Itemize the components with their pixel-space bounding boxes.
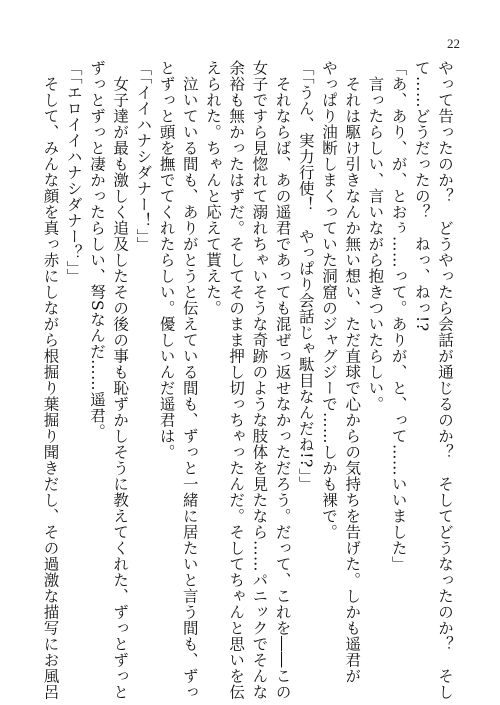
text-line: 言ったらしい、言いながら抱きついたらしい。 [366,60,385,412]
text-line: 「あ、あり、が、とおぅ……って。ありが、と、って……いいました」 [389,60,408,572]
text-line: て……どうだったの？ ねっ、ねっ!? [412,60,431,332]
text-line: ずっとずっと凄かったらしい、弩Sなんだ……遥君。 [87,60,106,440]
text-line: それは駆け引きなんか無い想い、ただ直球で心からの気持ちを告げた。しかも遥君が [343,60,362,684]
text-line: 「「うん、実力行使！ やっぱり会話じゃ駄目なんだね!?」」 [296,60,315,493]
page-number: 22 [447,36,460,51]
text-line: とずっと頭を撫でてくれたらしい。優しいんだ遥君は。 [157,60,176,460]
text-line: 女子達が最も激しく追及したその後の事も恥ずかしそうに教えてくれた、ずっとずっと [111,60,130,700]
text-line: 女子ですら見惚れて溺れちゃいそうな奇跡のような肢体を見たなら……パニックでそんな [250,60,269,700]
text-line: 「「エロイイハナシダナー？」」 [64,60,83,285]
text-line: やっぱり油断しまくっていた洞窟のジャグジーで……しかも裸で。 [319,60,338,540]
text-line: 泣いている間も、ありがとうと伝えている間も、ずっと一緒に居たいと言う間も、ずっ [180,60,199,700]
text-line: 「「イイハナシダナー！」」 [134,60,153,253]
body-text [38,60,456,700]
text-line: 余裕も無かったはずだ。そしてそのまま押し切っちゃったんだ。そしてちゃんと思いを伝 [227,60,246,700]
text-line: えられた。ちゃんと応えて貰えた。 [203,60,222,316]
text-line: やって告ったのか？ どうやったら会話が通じるのか？ そしてどうなったのか？ そし [436,60,454,700]
text-line: それならば、あの遥君であっても混ぜっ返せなかっただろう。だって、これを――この [273,60,292,700]
text-line: そして、みんな顔を真っ赤にしながら根掘り葉掘り聞きだし、その過激な描写にお風呂 [41,60,60,700]
